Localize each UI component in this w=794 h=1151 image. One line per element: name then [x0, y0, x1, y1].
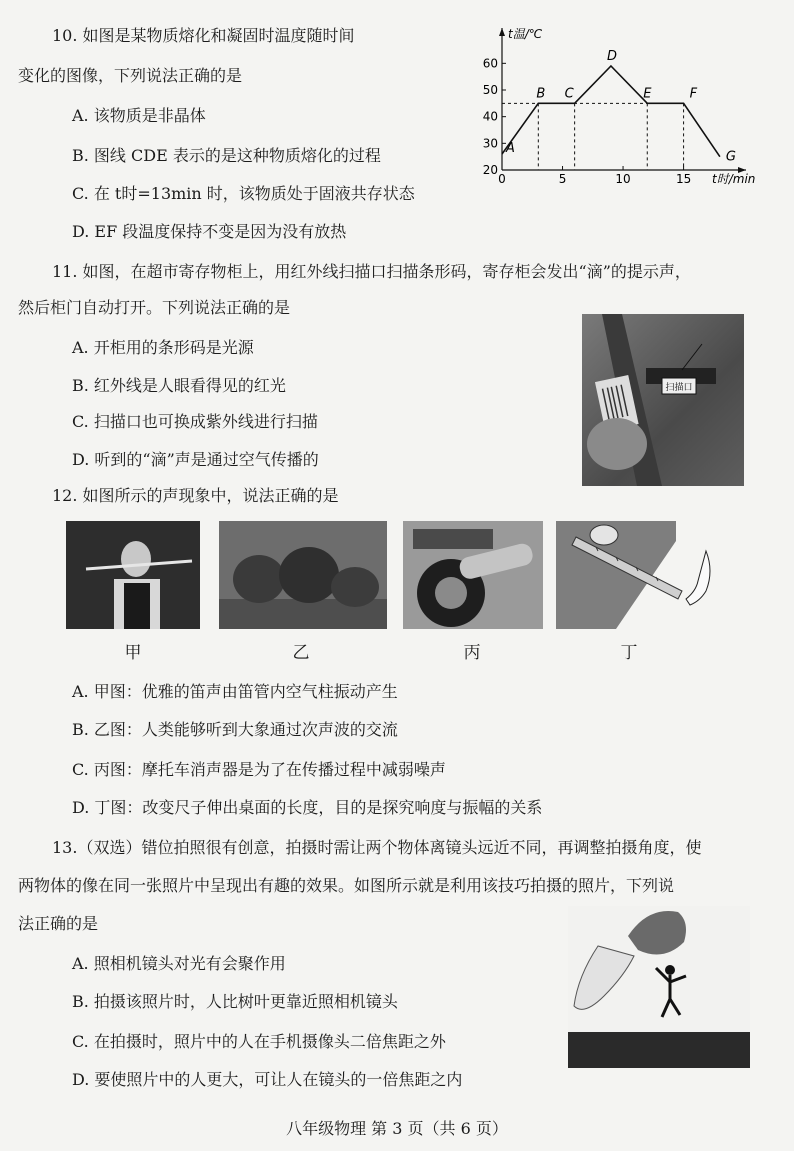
q12-option-d: D. 丁图：改变尺子伸出桌面的长度，目的是探究响度与振幅的关系 [72, 798, 543, 817]
x-axis-label: t时/min [712, 172, 756, 186]
caption-yi: 乙 [292, 643, 310, 663]
x-tick-label: 0 [498, 172, 506, 186]
q12-option-a: A. 甲图：优雅的笛声由笛管内空气柱振动产生 [72, 682, 398, 701]
q12-option-b: B. 乙图：人类能够听到大象通过次声波的交流 [72, 720, 398, 739]
caption-ding: 丁 [620, 643, 638, 663]
caption-bing: 丙 [463, 643, 481, 663]
q13-option-c: C. 在拍摄时，照片中的人在手机摄像头二倍焦距之外 [72, 1032, 446, 1051]
q12-option-c: C. 丙图：摩托车消声器是为了在传播过程中减弱噪声 [72, 760, 446, 779]
temperature-time-chart [470, 22, 760, 192]
q10-stem-line1: 10. 如图是某物质熔化和凝固时温度随时间 [52, 26, 355, 45]
q10-option-b: B. 图线 CDE 表示的是这种物质熔化的过程 [72, 146, 381, 165]
y-tick-label: 50 [482, 83, 498, 97]
q13-option-a: A. 照相机镜头对光有会聚作用 [72, 954, 286, 973]
point-label-e: E [643, 86, 652, 102]
point-label-b: B [536, 86, 546, 102]
point-label-c: C [564, 86, 574, 102]
scanner-label: 扫描口 [665, 383, 693, 393]
q11-option-d: D. 听到的“滴”声是通过空气传播的 [72, 450, 319, 469]
point-label-f: F [689, 86, 698, 102]
q10-stem-line2: 变化的图像，下列说法正确的是 [18, 66, 243, 85]
caption-jia: 甲 [124, 643, 142, 663]
point-label-d: D [606, 49, 617, 64]
q13-stem-line3: 法正确的是 [18, 914, 99, 933]
elephants-photo [219, 521, 387, 629]
y-tick-label: 60 [482, 56, 498, 71]
q13-stem-line2: 两物体的像在同一张照片中呈现出有趣的效果。如图所示就是利用该技巧拍摄的照片，下列说 [18, 876, 675, 895]
y-tick-label: 40 [482, 109, 498, 124]
q11-option-c: C. 扫描口也可换成紫外线进行扫描 [72, 412, 318, 431]
q11-option-b: B. 红外线是人眼看得见的红光 [72, 376, 286, 395]
y-tick-label: 20 [482, 163, 498, 177]
motorcycle-muffler-photo [403, 521, 543, 629]
q13-option-b: B. 拍摄该照片时，人比树叶更靠近照相机镜头 [72, 992, 398, 1011]
hand [587, 418, 647, 470]
q10-option-a: A. 该物质是非晶体 [72, 106, 206, 125]
q13-option-d: D. 要使照片中的人更大，可让人在镜头的一倍焦距之内 [72, 1070, 463, 1089]
q11-stem-line1: 11. 如图，在超市寄存物柜上，用红外线扫描口扫描条形码，寄存柜会发出“滴”的提示声， [52, 262, 691, 281]
q13-stem-line1: 13.（双选）错位拍照很有创意，拍摄时需让两个物体离镜头远近不同，再调整拍摄角度，使 [52, 838, 702, 857]
y-axis-arrow [499, 28, 505, 36]
x-tick-label: 10 [615, 172, 631, 186]
point-label-g: G [725, 149, 736, 165]
x-tick-label: 15 [675, 172, 692, 186]
q10-option-d: D. EF 段温度保持不变是因为没有放热 [72, 222, 347, 241]
q11-option-a: A. 开柜用的条形码是光源 [72, 338, 254, 357]
q11-stem-line2: 然后柜门自动打开。下列说法正确的是 [18, 298, 291, 317]
temperature-curve [502, 66, 720, 157]
flute-player-photo [66, 521, 200, 629]
page-footer: 八年级物理 第 3 页（共 6 页） [286, 1119, 508, 1138]
y-tick-label: 30 [482, 136, 498, 151]
ruler-table-photo [556, 521, 734, 629]
q12-stem: 12. 如图所示的声现象中，说法正确的是 [52, 486, 339, 505]
x-tick-label: 5 [558, 172, 567, 186]
scanner-photo [582, 314, 744, 486]
point-label-a: A [506, 141, 515, 156]
forced-perspective-photo [568, 906, 750, 1068]
y-axis-label: t温/℃ [508, 27, 543, 41]
q10-option-c: C. 在 t时=13min 时，该物质处于固液共存状态 [72, 184, 415, 203]
